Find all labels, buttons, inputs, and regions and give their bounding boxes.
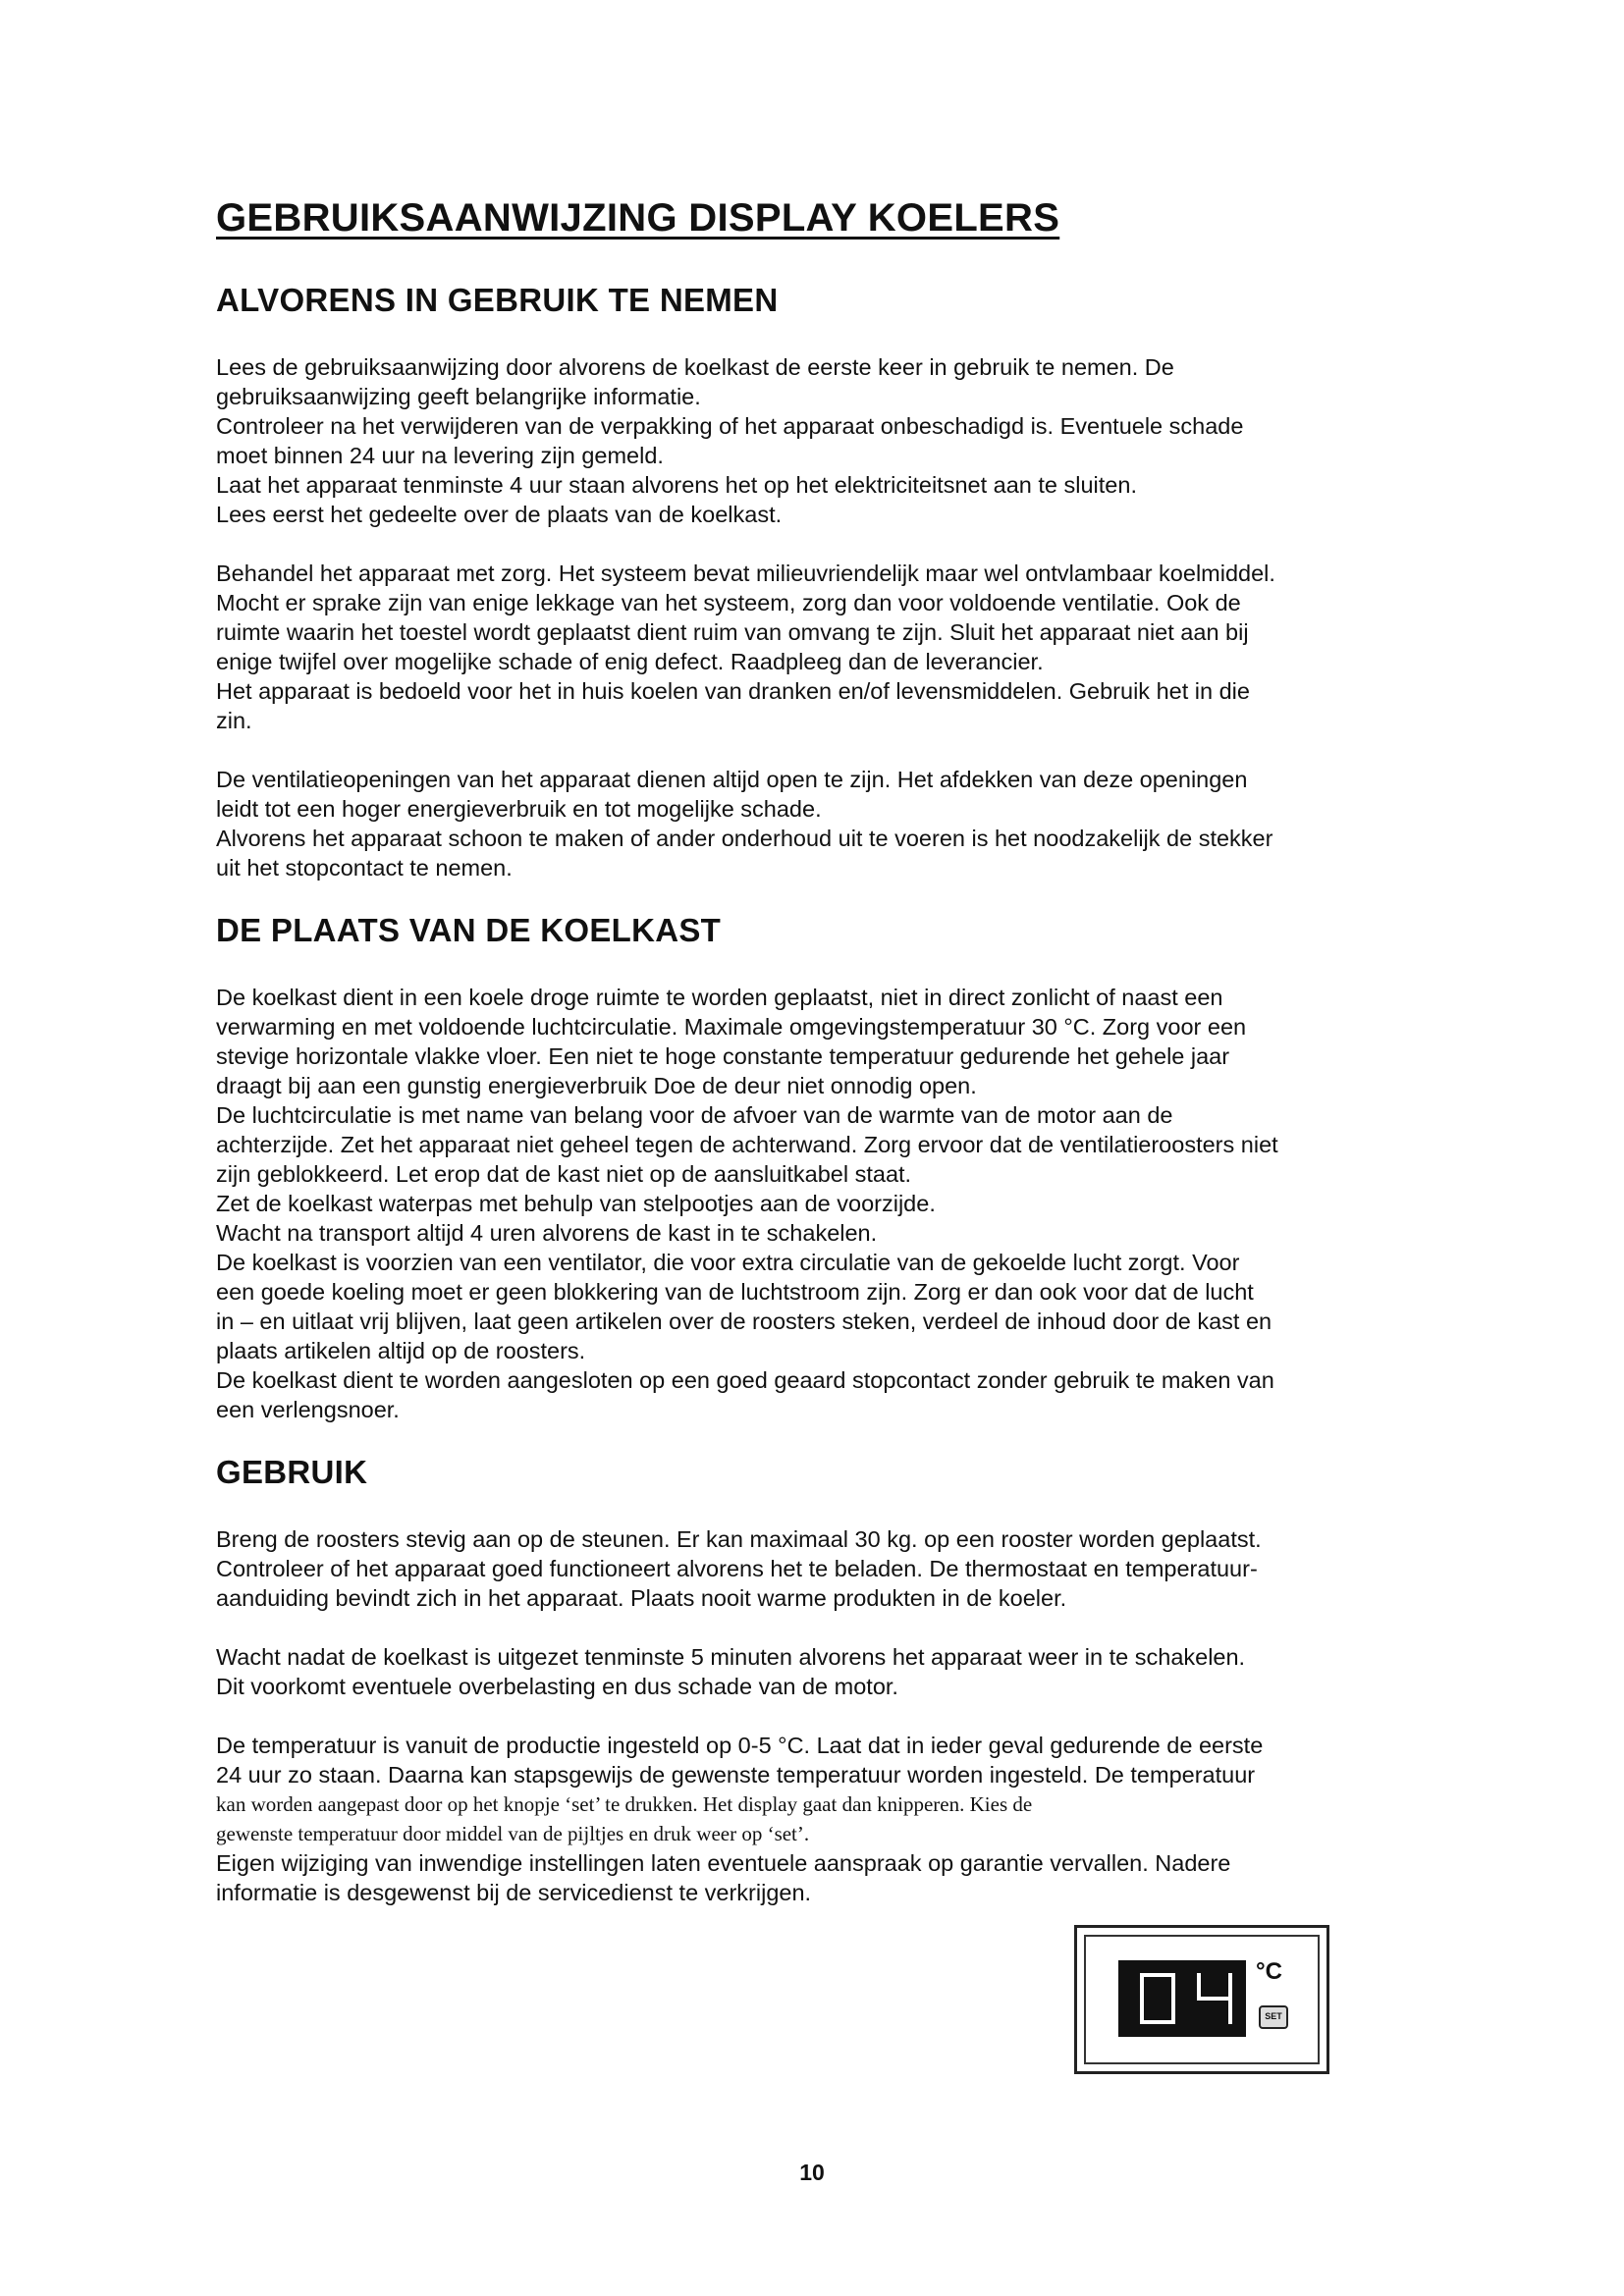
text-line: gebruiksaanwijzing geeft belangrijke informatie. [216,384,701,409]
digit-segment [1228,1999,1232,2024]
text-line: kan worden aangepast door op het knopje ‘set’ te drukken. Het display gaat dan knipperen. Kies de [216,1792,1033,1816]
text-line: een goede koeling moet er geen blokkering van de luchtstroom zijn. Zorg er dan ook voor dat de lucht [216,1279,1254,1305]
text-line: Behandel het apparaat met zorg. Het systeem bevat milieuvriendelijk maar wel ontvlambaar koelmiddel. [216,561,1275,586]
text-line: achterzijde. Zet het apparaat niet geheel tegen de achterwand. Zorg ervoor dat de ventilatieroosters niet [216,1132,1278,1157]
digit-segment [1171,1973,1175,1999]
text-line: Alvorens het apparaat schoon te maken of ander onderhoud uit te voeren is het noodzakelijk de stekker [216,826,1273,851]
section [216,282,1394,882]
text-line: De koelkast dient in een koele droge ruimte te worden geplaatst, niet in direct zonlicht of naast een [216,985,1223,1010]
text-line: Breng de roosters stevig aan op de steunen. Er kan maximaal 30 kg. op een rooster worden geplaatst. [216,1526,1262,1552]
paragraph [216,1524,1394,1613]
text-line: enige twijfel over mogelijke schade of enig defect. Raadpleeg dan de leverancier. [216,649,1044,674]
text-line: De koelkast dient te worden aangesloten op een goed geaard stopcontact zonder gebruik te maken van [216,1367,1274,1393]
text-line: ruimte waarin het toestel wordt geplaatst dient ruim van omvang te zijn. Sluit het apparaat niet aan bij [216,619,1249,645]
text-line: stevige horizontale vlakke vloer. Een niet te hoge constante temperatuur gedurende het gehele jaar [216,1043,1230,1069]
text-line: in – en uitlaat vrij blijven, laat geen artikelen over de roosters steken, verdeel de inhoud door de kast en [216,1308,1272,1334]
text-line: Het apparaat is bedoeld voor het in huis koelen van dranken en/of levensmiddelen. Gebruik het in die [216,678,1250,704]
text-line: Laat het apparaat tenminste 4 uur staan alvorens het op het elektriciteitsnet aan te sluiten. [216,472,1137,498]
text-line: Lees eerst het gedeelte over de plaats van de koelkast. [216,502,783,527]
section-heading: GEBRUIK [216,1454,368,1490]
text-line: moet binnen 24 uur na levering zijn gemeld. [216,443,664,468]
section [216,912,1394,1424]
page-number: 10 [799,2160,825,2185]
display-panel [1084,1935,1320,2064]
paragraph [216,352,1394,529]
digit-segment [1140,2020,1175,2024]
text-line: Mocht er sprake zijn van enige lekkage van het systeem, zorg dan voor voldoende ventilatie. Ook de [216,590,1241,615]
temperature-display-illustration [1074,1925,1329,2074]
digit-segment [1197,1973,1201,1999]
text-line: De koelkast is voorzien van een ventilator, die voor extra circulatie van de gekoelde lucht zorgt. Voor [216,1250,1240,1275]
text-line: een verlengsnoer. [216,1397,400,1422]
text-line: De ventilatieopeningen van het apparaat dienen altijd open te zijn. Het afdekken van deze openingen [216,767,1248,792]
digit-segment [1140,1999,1144,2024]
paragraph [216,1731,1394,1907]
text-line: Lees de gebruiksaanwijzing door alvorens de koelkast de eerste keer in gebruik te nemen. De [216,354,1174,380]
text-line: 24 uur zo staan. Daarna kan stapsgewijs de gewenste temperatuur worden ingesteld. De temperatuur [216,1762,1256,1788]
text-line: verwarming en met voldoende luchtcirculatie. Maximale omgevingstemperatuur 30 °C. Zorg voor een [216,1014,1247,1040]
seven-segment-readout [1118,1960,1246,2037]
section [216,1454,1394,1907]
digit-segment [1140,1973,1175,1977]
text-line: De temperatuur is vanuit de productie ingesteld op 0-5 °C. Laat dat in ieder geval gedurende de eerste [216,1733,1264,1758]
text-line: gewenste temperatuur door middel van de pijltjes en druk weer op ‘set’. [216,1822,810,1845]
paragraph [216,1642,1394,1701]
text-line: De luchtcirculatie is met name van belang voor de afvoer van de warmte van de motor aan de [216,1102,1173,1128]
text-line: Eigen wijziging van inwendige instellingen laten eventuele aanspraak op garantie vervallen. Nadere [216,1850,1231,1876]
paragraph [216,983,1394,1424]
celsius-unit-label: °C [1256,1958,1282,1985]
digit-segment [1197,1997,1232,2001]
paragraph [216,765,1394,882]
text-line: informatie is desgewenst bij de servicedienst te verkrijgen. [216,1880,812,1905]
digit-segment [1140,1973,1144,1999]
digit-segment [1228,1973,1232,1999]
text-line: Controleer of het apparaat goed functioneert alvorens het te beladen. De thermostaat en temperatuur- [216,1556,1258,1581]
text-line: plaats artikelen altijd op de roosters. [216,1338,586,1363]
text-line: uit het stopcontact te nemen. [216,855,513,881]
text-line: zijn geblokkeerd. Let erop dat de kast niet op de aansluitkabel staat. [216,1161,912,1187]
text-line: Dit voorkomt eventuele overbelasting en dus schade van de motor. [216,1674,898,1699]
lcd-screen [1118,1960,1246,2037]
text-line: leidt tot een hoger energieverbruik en tot mogelijke schade. [216,796,822,822]
text-line: zin. [216,708,252,733]
text-line: Zet de koelkast waterpas met behulp van stelpootjes aan de voorzijde. [216,1191,936,1216]
text-line: Controleer na het verwijderen van de verpakking of het apparaat onbeschadigd is. Eventuele schade [216,413,1244,439]
section-heading: DE PLAATS VAN DE KOELKAST [216,912,722,948]
paragraph [216,559,1394,735]
page-title: GEBRUIKSAANWIJZING DISPLAY KOELERS [216,196,1060,240]
sections-container [216,282,1394,1907]
text-line: Wacht nadat de koelkast is uitgezet tenminste 5 minuten alvorens het apparaat weer in te schakelen. [216,1644,1246,1670]
page-content [216,196,1394,1937]
set-button-icon: SET [1259,2005,1288,2029]
section-heading: ALVORENS IN GEBRUIK TE NEMEN [216,282,779,318]
text-line: aanduiding bevindt zich in het apparaat. Plaats nooit warme produkten in de koeler. [216,1585,1067,1611]
text-line: draagt bij aan een gunstig energieverbruik Doe de deur niet onnodig open. [216,1073,977,1098]
text-line: Wacht na transport altijd 4 uren alvorens de kast in te schakelen. [216,1220,878,1246]
